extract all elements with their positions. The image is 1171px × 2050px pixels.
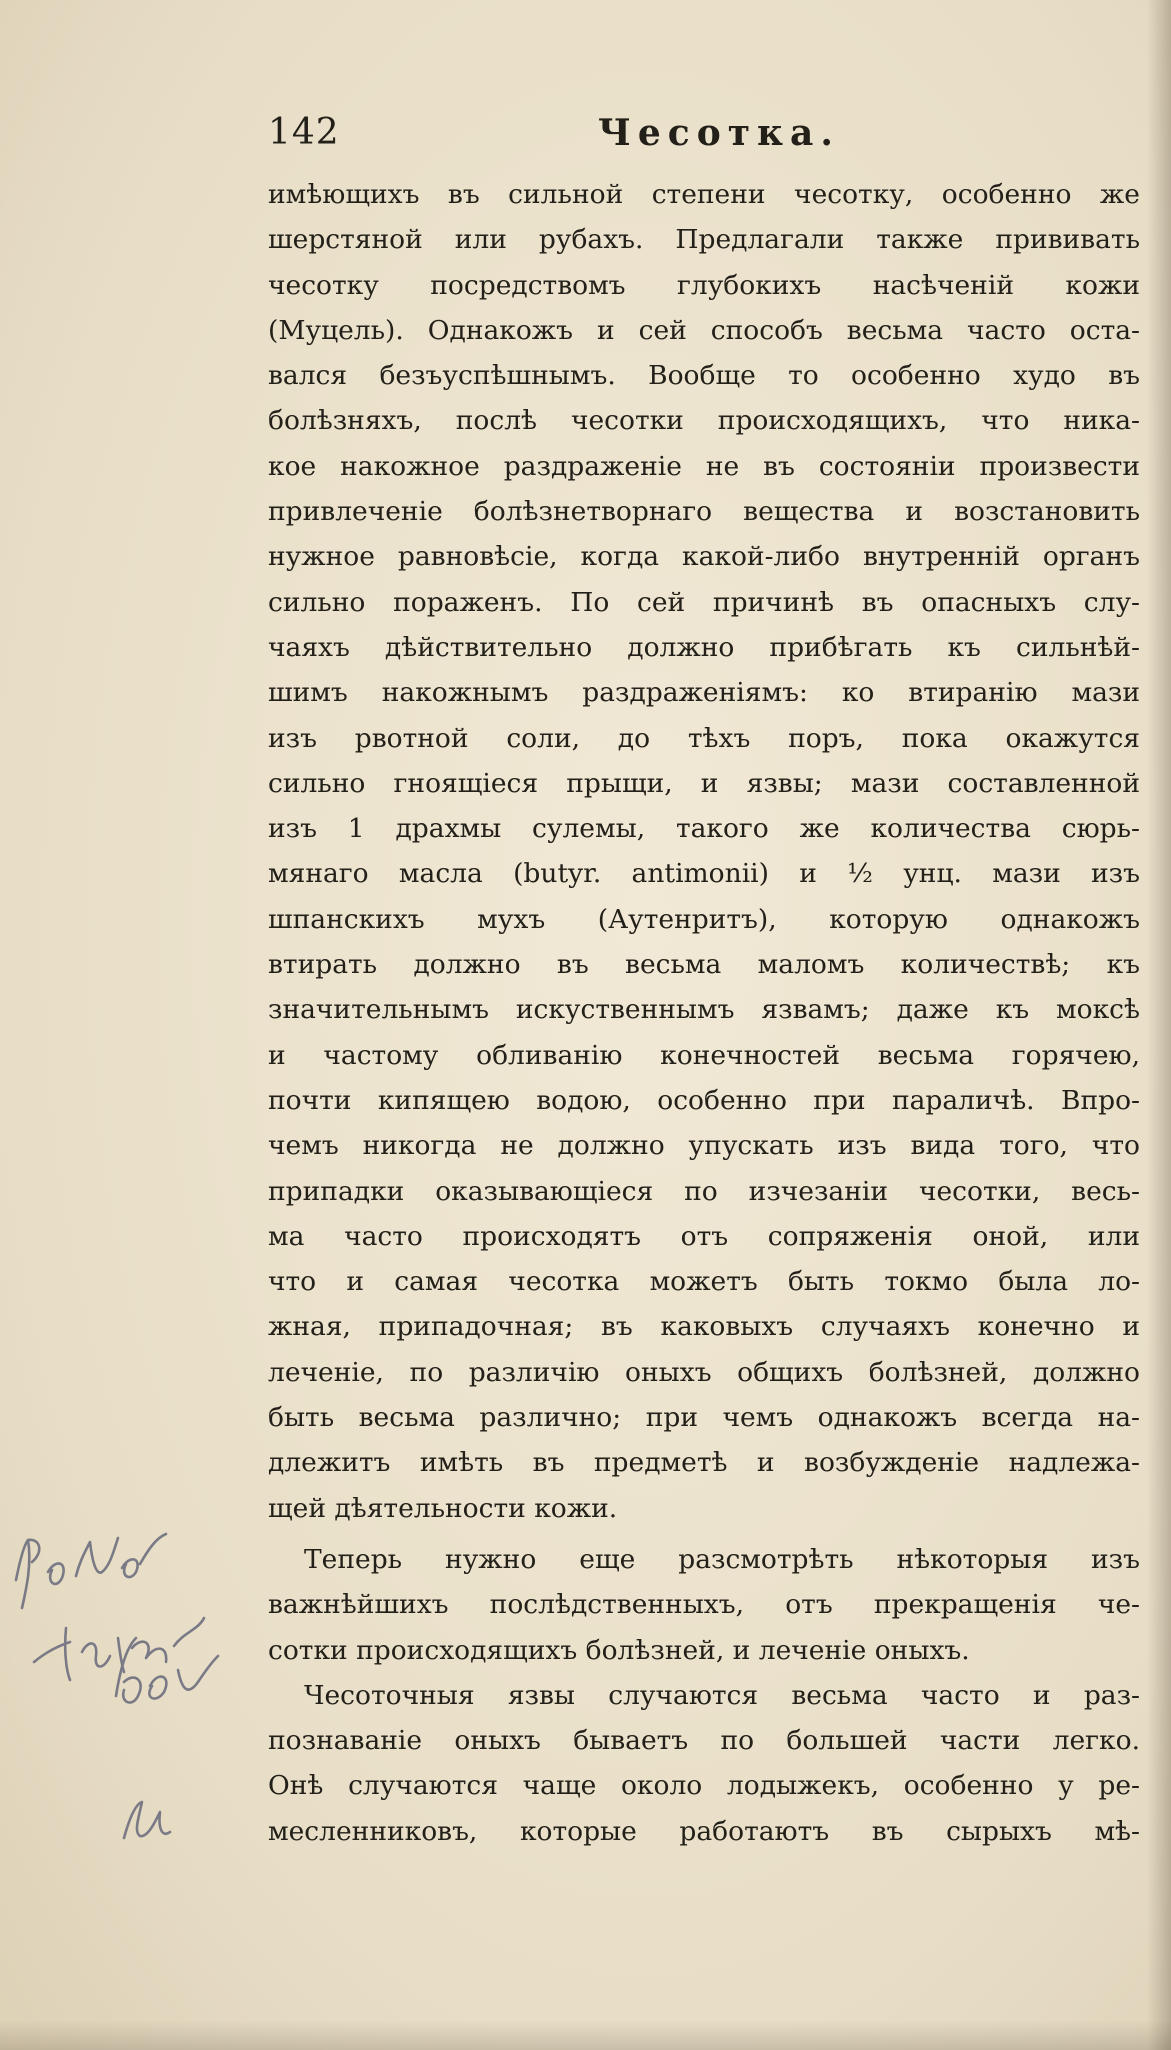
text-line: чемъ никогда не должно упускать изъ вида того, что [268,1130,1140,1162]
text-line: изъ рвотной соли, до тѣхъ поръ, пока окажутся [268,722,1140,754]
text-line: припадки оказывающіеся по изчезаніи чесотки, весь- [268,1175,1140,1207]
text-line: щей дѣятельности кожи. [268,1492,618,1524]
text-line: месленниковъ, которые работаютъ въ сырыхъ мѣ- [268,1815,1140,1847]
page-header [268,112,1138,168]
text-line: чесотку посредствомъ глубокихъ насѣченій кожи [268,269,1140,301]
text-line: вался безъуспѣшнымъ. Вообще то особенно худо въ [268,360,1140,392]
text-line: почти кипящею водою, особенно при параличѣ. Впро- [268,1084,1140,1116]
text-line: кое накожное раздраженіе не въ состояніи произвести [268,450,1140,482]
text-line: имѣющихъ въ сильной степени чесотку, особенно же [268,179,1140,210]
text-line: Чесоточныя язвы случаются весьма часто и раз- [304,1679,1140,1711]
text-line: сотки происходящихъ болѣзней, и леченіе оныхъ. [268,1634,970,1666]
text-line: сильно пораженъ. По сей причинѣ въ опасныхъ слу- [268,586,1140,618]
running-title: Чесотка. [598,112,840,154]
text-line: привлеченіе болѣзнетворнаго вещества и возстановить [268,496,1140,528]
page-shadow-edge [1147,0,1171,2050]
text-line: шерстяной или рубахъ. Предлагали также прививать [268,224,1140,256]
page-bottom-shadow [0,2020,1171,2050]
text-line: важнѣйшихъ послѣдственныхъ, отъ прекращенія че- [268,1589,1140,1621]
text-line: длежитъ имѣть въ предметѣ и возбужденіе надлежа- [268,1447,1140,1479]
text-line: мянаго масла (butyr. antimonii) и ½ унц. мази изъ [268,858,1140,890]
text-line: шпанскихъ мухъ (Аутенритъ), которую однакожъ [268,903,1140,935]
text-line: значительнымъ искуственнымъ язвамъ; даже къ моксѣ [268,994,1140,1026]
text-line: нужное равновѣсіе, когда какой-либо внутренній органъ [268,541,1140,573]
text-line: леченіе, по различію оныхъ общихъ болѣзней, должно [268,1356,1140,1388]
text-line: чаяхъ дѣйствительно должно прибѣгать къ сильнѣй- [268,631,1140,663]
text-line: Теперь нужно еще разсмотрѣть нѣкоторыя изъ [304,1543,1140,1575]
text-line: (Муцель). Однакожъ и сей способъ весьма часто оста- [268,314,1140,346]
text-line: изъ 1 драхмы сулемы, такого же количества сюрь- [268,813,1140,845]
handwritten-margin-note [6,1520,256,1880]
text-line: ма часто происходятъ отъ сопряженія оной, или [268,1220,1140,1252]
body-text [268,172,1140,1854]
text-line: и частому обливанію конечностей весьма горячею, [268,1039,1140,1071]
text-line: что и самая чесотка можетъ быть токмо была ло- [268,1266,1140,1298]
page-number: 142 [268,112,340,153]
text-line: втирать должно въ весьма маломъ количествѣ; къ [268,949,1140,981]
text-line: познаваніе оныхъ бываетъ по большей части легко. [268,1725,1140,1757]
text-line: Онѣ случаются чаще около лодыжекъ, особенно у ре- [268,1770,1140,1802]
text-line: болѣзняхъ, послѣ чесотки происходящихъ, что ника- [268,405,1140,437]
handwriting-scrawl [6,1520,256,1880]
text-line: сильно гноящіеся прыщи, и язвы; мази составленной [268,767,1140,799]
text-line: шимъ накожнымъ раздраженіямъ: ко втиранію мази [268,677,1140,709]
text-line: жная, припадочная; въ каковыхъ случаяхъ конечно и [268,1311,1140,1343]
text-line: быть весьма различно; при чемъ однакожъ всегда на- [268,1402,1140,1434]
